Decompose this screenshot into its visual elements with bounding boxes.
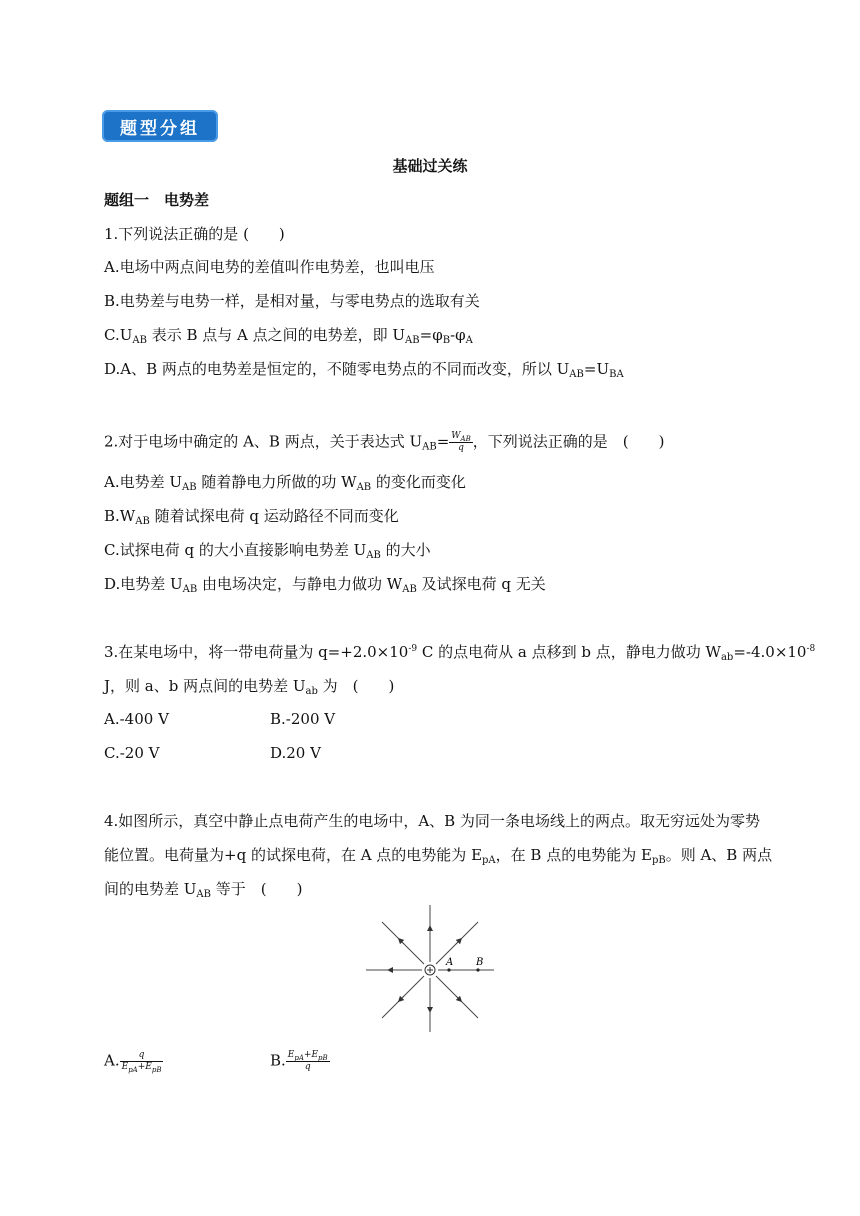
group-title: 题组一 电势差 [104,191,210,209]
q2-option-a: A.电势差 $U_{AB}$ 随着静电力所做的功 $W_{AB}$ 的变化而变化 [104,473,466,493]
q4-option-a: A. $\frac{q}{E_{pA}+E_{pB}}$ [104,1050,162,1074]
q4-stem-line3: 间的电势差 $U_{AB}$ 等于 ( ) [104,880,303,900]
q2-option-b: $B.W_{AB}$ 随着试探电荷 q 运动路径不同而变化 [104,507,399,527]
q3-option-a: A.-400 V [104,710,169,728]
q3-stem-line2: J，则 a、b 两点间的电势差 $U_{ab}$ 为 ( ) [104,677,395,697]
q3-option-b: B.-200 V [270,710,336,728]
q1-option-d: D.A、B 两点的电势差是恒定的，不随零电势点的不同而改变，所以 $U_{AB}=U_{BA}$ [104,360,624,380]
q4-stem-line2: 能位置。电荷量为+q 的试探电荷，在 A 点的电势能为 $E_{pA}$，在 B 点的电势能为 $E_{pB}$。则 A、B 两点 [104,846,773,866]
section-badge: 题型分组 [102,110,218,142]
q3-option-c: C.-20 V [104,744,160,762]
q4-stem-line1: 4.如图所示，真空中静止点电荷产生的电场中，A、B 为同一条电场线上的两点。取无穷远处为零势 [104,812,760,830]
q2-stem: 2.对于电场中确定的 A、B 两点，关于表达式 $U_{AB}=$ $\frac{W_{AB}}{q}$ ，下列说法正确的是 ( ) [104,431,665,453]
figure-label-b: B [476,957,484,968]
q3-stem-line1: 3.在某电场中，将一带电荷量为 $q=+2.0\times 10^{-9}$ C 的点电荷从 a 点移到 b 点，静电力做功 $W_{ab}=-4.0\times 10^{-8}$ [104,643,816,663]
figure-label-a: A [446,957,454,968]
q2-fraction: $\frac{W_{AB}}{q}$ [451,431,471,453]
point-charge-field-figure [360,900,500,1040]
q2-option-c: C.试探电荷 q 的大小直接影响电势差 $U_{AB}$ 的大小 [104,541,431,561]
q1-option-b: B.电势差与电势一样，是相对量，与零电势点的选取有关 [104,292,480,310]
q1-stem: 1.下列说法正确的是 ( ) [104,225,285,243]
q2-option-d: D.电势差 $U_{AB}$ 由电场决定，与静电力做功 $W_{AB}$ 及试探电荷 q 无关 [104,575,546,595]
q1-option-c: $C.U_{AB}$ 表示 B 点与 A 点之间的电势差，即 $U_{AB}=\varphi_B-\varphi_A$ [104,326,473,346]
q4-option-b: B. $\frac{E_{pA}+E_{pB}}{q}$ [270,1050,328,1072]
q3-option-d: D.20 V [270,744,321,762]
section-title: 基础过关练 [392,157,468,175]
q1-option-a: A.电场中两点间电势的差值叫作电势差，也叫电压 [104,258,435,276]
